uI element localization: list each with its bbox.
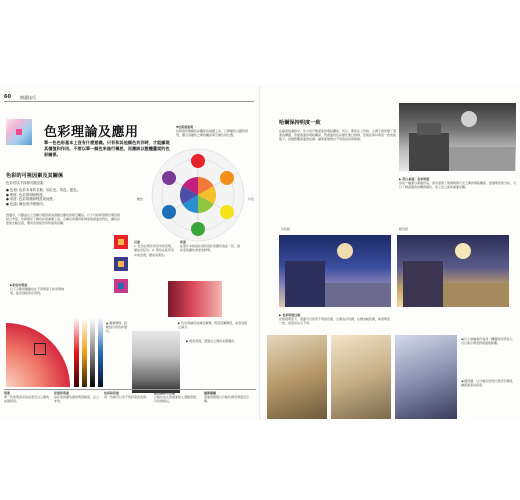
note-brightness — [134, 240, 176, 257]
sketch-caption-title: ▶ 黑白素描：色彩明度 — [399, 177, 430, 181]
legend-block — [10, 283, 68, 296]
value-bar-blue — [98, 317, 103, 387]
note-saturation — [180, 240, 240, 253]
right-section-heading: 哈爾保持明度一致 — [279, 120, 321, 126]
left-page — [0, 85, 261, 420]
gradient-caption: ▶ 紅色與綠色的補色漸層，明度逐漸降低，彩度亦隨之減少。 — [178, 321, 248, 330]
bullet-item: ● 色相: 色彩本身的名稱，如紅色、黃色、藍色。 — [6, 188, 81, 192]
swatch-center — [16, 129, 22, 135]
bottom-item: 彩度和明度 高彩度的顏色通常明度較高，反之亦然。 — [54, 391, 100, 404]
bottom-item: 暖色調和冷色調 以暖色為主的畫面給人溫暖感覺，冷色則相反。 — [154, 391, 200, 404]
image-label-left: 冷色版 — [281, 227, 291, 231]
gray-gradient-block — [132, 331, 180, 393]
right-page — [261, 85, 520, 420]
bullet-list — [6, 188, 124, 206]
body-text: 透過中，可藉由以上四種可視因素來發掘出顏色的相互關係。以下分析時須將四個因素結合考量，色相環是了解色彩的重要工具，互補色的運用能夠加強畫面的對比，讓色彩更加生動活潑，類似色則能營造和諧的氛圍。 — [6, 213, 121, 226]
lead-paragraph: 單一色色彩基本上沒有什麼意義。只有和其他顏色共存時，才能顯現其價值和作用。不要以單一顏色來進行構思，而應該以整體畫面的色彩關係。 — [44, 140, 170, 157]
bottom-item: 色相和彩度 同一色相可以有不同彩度的表現。 — [104, 391, 150, 400]
detail-image-1 — [267, 335, 327, 419]
note-saturation-text: 在照片中的高彩度和低彩度顏色放在一起，高彩度的顏色會更加鮮明。 — [180, 244, 241, 253]
comparison-caption-title: ▶ 色彩明度比較 — [279, 313, 301, 317]
wheel-caption — [176, 125, 252, 138]
grid-caption: ▲ 漸層範例，從暖到冷的色彩變化。 — [106, 321, 128, 334]
bottom-item: 明度 單一色的明度是指由黑至白之間的灰階程度。 — [4, 391, 50, 404]
wheel-caption-text: 色相環是理解色彩關係的基礎工具，它將顏色以圓形排列，顯示各顏色之間的關係與互補色的位置。 — [176, 129, 249, 138]
intro-line: 色彩有以下四個可視因素： — [6, 181, 47, 185]
comparison-caption — [279, 313, 391, 326]
page-title: 色彩理論及應用 — [44, 125, 139, 140]
warm-painting — [397, 235, 509, 307]
big-gradient-caption: ▶ 明度表現，黑到白之間的灰階變化。 — [186, 339, 238, 343]
cool-painting — [279, 235, 391, 307]
note-saturation-title: 彩度 — [180, 240, 187, 244]
bullet-item: ● 彩度: 色彩的飽和程度或純度。 — [6, 197, 57, 202]
legend-text: 以下示範同種顏色在不同明度下的表現效果，從亮到暗依序排列。 — [10, 287, 65, 296]
wheel-dot-green — [191, 222, 205, 236]
quadrant-marker — [34, 343, 46, 355]
bottom-row — [4, 391, 256, 417]
detail-image-2 — [331, 335, 391, 419]
image-label-right: 暖色版 — [399, 227, 409, 231]
value-bar-red — [74, 317, 79, 387]
header-rule — [4, 101, 254, 102]
value-bar-orange — [82, 317, 87, 387]
comparison-caption-text: 在相同明度下，畫面可以使用不同的色調，左側為冷色調，右側為暖色調，兩者明度一致，但氣氛完全不同。 — [279, 317, 391, 326]
bullet-item: ● 明度: 色彩的明暗程度。 — [6, 192, 47, 197]
wheel-dot-blue — [162, 205, 176, 219]
note-brightness-title: 亮度 — [134, 240, 141, 244]
right-body-text: 在繪畫的過程中，色力是平衡畫面的明暗關係，所以，即使在上色時，主調不會改變了畫面的構圖，改變畫面的明暗關係，對畫面的色彩變化進行控制，然後在保持明度一致的前提下，改變整體畫面的色調，讓畫面展現出不同的氣氛與效果。 — [279, 129, 397, 142]
bottom-item: 建築構圖 畫面的建築以冷暖色調表現遠近空間。 — [204, 391, 250, 404]
detail-caption-b: ◀ 細部圖：以冷暖色的對比營造空間感，讓畫面更具深度。 — [461, 379, 516, 388]
note-brightness-text: 1. 紅色在明亮背景中的表現，變成亮紅色。2. 黃色在暗背景中的表現，變成亮黃色。 — [134, 244, 174, 257]
bottom-rule — [4, 389, 256, 390]
wheel-dot-violet — [162, 171, 176, 185]
running-head: 繪畫技巧 — [20, 95, 36, 100]
wheel-caption-title: ▼色相環說明 — [176, 125, 194, 129]
sketch-caption-text: 這是一幅黑白素描作品，畫中展現了建築物與月光之間的明暗關係，透過明度的分析，可以了解畫面的結構與層次，是上色之前的重要步驟。 — [399, 181, 517, 190]
value-bar-gray — [90, 317, 95, 387]
wheel-side-label-cool: 冷色 — [248, 197, 255, 201]
legend-title: ▶彩色的明度 — [10, 283, 28, 287]
section-heading: 色彩的可視因素及其關係 — [6, 173, 64, 179]
detail-image-3 — [395, 335, 457, 419]
sketch-caption — [399, 177, 516, 190]
page-number: 60 — [4, 94, 11, 100]
big-gradient-quadrant — [6, 323, 70, 387]
wheel-dot-red — [191, 154, 205, 168]
sketch-image — [399, 103, 516, 171]
detail-caption-a: ◀ 以上兩幅畫作為同一構圖的局部放大，可以看出明度對畫面的影響。 — [461, 337, 516, 346]
gradient-red-block — [168, 281, 222, 317]
wheel-side-label-warm: 暖色 — [137, 197, 144, 201]
bullet-item: ● 色溫: 顏色的冷暖傾向。 — [6, 201, 47, 206]
color-wheel — [150, 147, 246, 243]
wheel-dot-yellow — [220, 205, 234, 219]
wheel-dot-orange — [220, 171, 234, 185]
